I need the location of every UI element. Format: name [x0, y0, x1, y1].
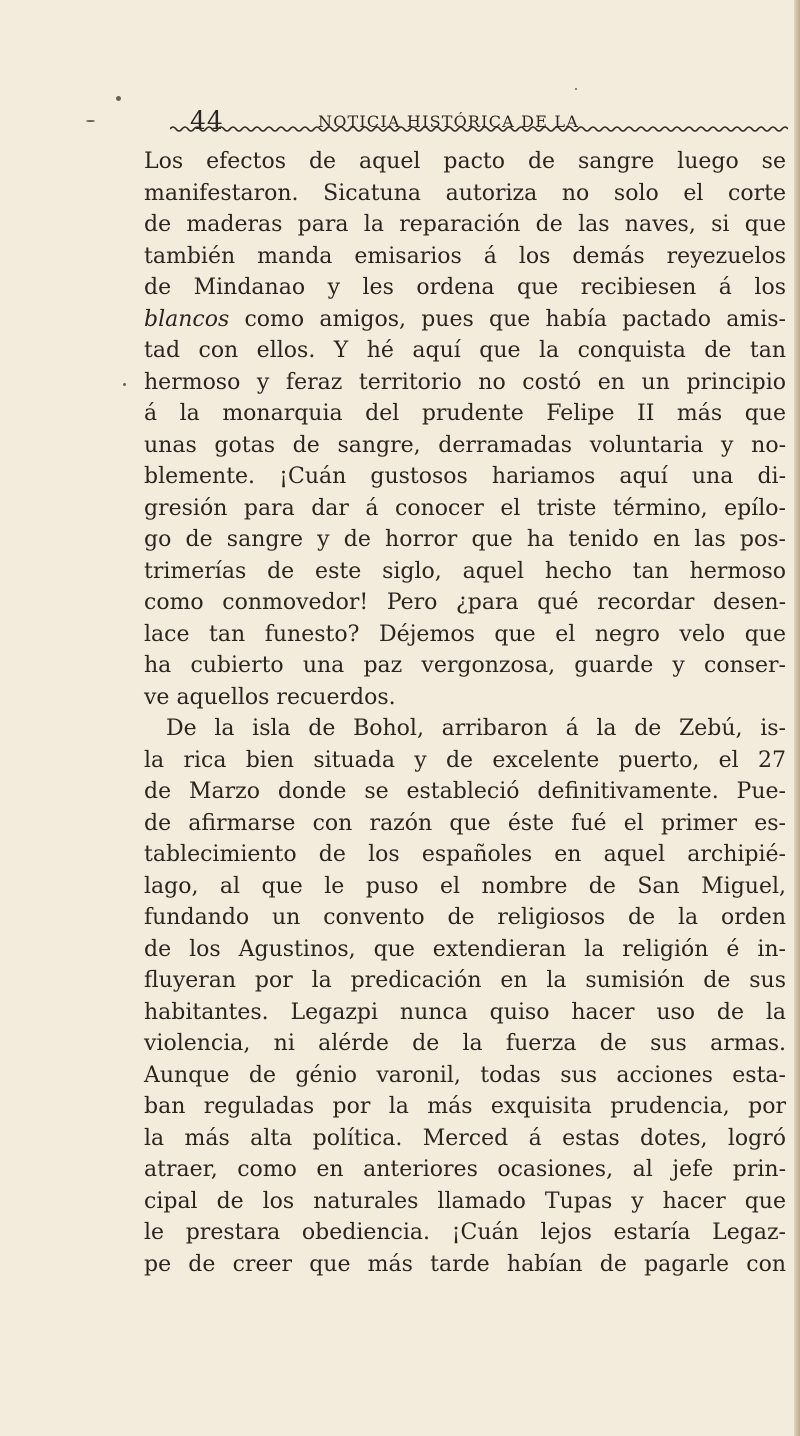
text-line: como conmovedor! Pero ¿para qué recordar desen- — [144, 590, 786, 615]
text-line: atraer, como en anteriores ocasiones, al jefe prin- — [144, 1157, 786, 1182]
text-line: ha cubierto una paz vergonzosa, guarde y conser- — [144, 653, 786, 678]
text-line: unas gotas de sangre, derramadas voluntaria y no- — [144, 432, 786, 458]
text-line: gresión para dar á conocer el triste término, epílo- — [144, 495, 786, 521]
text-line: hermoso y feraz territorio no costó en un principio — [144, 369, 786, 395]
text-line: de los Agustinos, que extendieran la religión é in- — [144, 936, 786, 962]
text-line: fluyeran por la predicación en la sumisión de sus — [144, 968, 786, 993]
text-run: como amigos, pues que había pactado amis- — [229, 306, 786, 332]
text-line: le prestara obediencia. ¡Cuán lejos estaría Legaz- — [144, 1220, 786, 1245]
text-line: de maderas para la reparación de las naves, si que — [144, 212, 786, 237]
text-line: trimerías de este siglo, aquel hecho tan hermoso — [144, 558, 786, 584]
text-line: lace tan funesto? Déjemos que el negro velo que — [144, 621, 786, 647]
text-line: De la isla de Bohol, arribaron á la de Zebú, is- — [166, 716, 786, 741]
text-line: blemente. ¡Cuán gustosos hariamos aquí una di- — [144, 464, 786, 489]
text-line — [144, 304, 786, 336]
text-line: habitantes. Legazpi nunca quiso hacer uso de la — [144, 999, 786, 1025]
text-line: go de sangre y de horror que ha tenido en las pos- — [144, 527, 786, 552]
print-speck — [116, 96, 121, 101]
text-line: tad con ellos. Y hé aquí que la conquista de tan — [144, 338, 786, 363]
print-speck — [575, 88, 577, 90]
text-line: pe de creer que más tarde habían de pagarle con — [144, 1251, 786, 1277]
text-line: violencia, ni alérde de la fuerza de sus armas. — [144, 1031, 786, 1056]
text-line: fundando un convento de religiosos de la orden — [144, 905, 786, 930]
page-edge-shadow — [794, 0, 800, 1436]
running-title: NOTICIA HISTÓRICA DE LA — [318, 112, 579, 131]
text-line: manifestaron. Sicatuna autoriza no solo el corte — [144, 180, 786, 206]
text-line: ve aquellos recuerdos. — [144, 684, 396, 710]
text-line: á la monarquia del prudente Felipe II más que — [144, 401, 786, 426]
text-line: la rica bien situada y de excelente puerto, el 27 — [144, 747, 786, 773]
page-number: 44 — [190, 106, 224, 135]
text-line: Los efectos de aquel pacto de sangre luego se — [144, 149, 786, 174]
print-speck — [86, 120, 95, 122]
text-line: de afirmarse con razón que éste fué el primer es- — [144, 810, 786, 836]
text-line: Aunque de génio varonil, todas sus acciones esta- — [144, 1062, 786, 1088]
italic-word: blancos — [144, 306, 230, 332]
text-line: la más alta política. Merced á estas dotes, logró — [144, 1125, 786, 1151]
text-line: también manda emisarios á los demás reyezuelos — [144, 243, 786, 269]
text-line: tablecimiento de los españoles en aquel archipié- — [144, 842, 786, 867]
print-speck — [123, 383, 126, 386]
text-line: cipal de los naturales llamado Tupas y hacer que — [144, 1188, 786, 1214]
text-line: de Mindanao y les ordena que recibiesen á los — [144, 275, 786, 300]
body-text — [144, 146, 786, 1280]
text-line: lago, al que le puso el nombre de San Miguel, — [144, 873, 786, 899]
text-line: ban reguladas por la más exquisita prudencia, por — [144, 1094, 786, 1119]
text-line: de Marzo donde se estableció definitivamente. Pue- — [144, 779, 786, 804]
header-rule-ornament — [170, 125, 788, 133]
